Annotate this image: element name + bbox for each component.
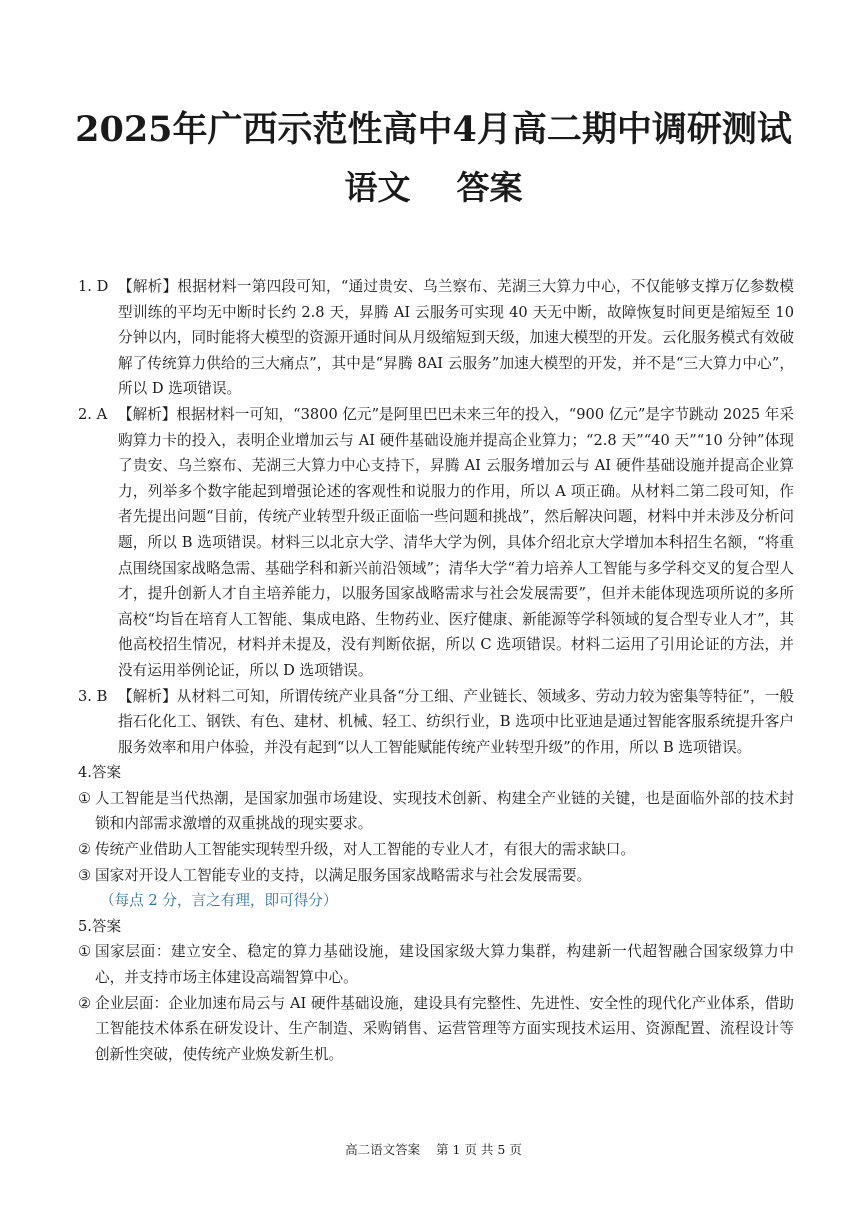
answer-text: 【解析】根据材料一可知，“3800 亿元”是阿里巴巴未来三年的投入，“900 亿元”是字节跳动 2025 年采购算力卡的投入，表明企业增加云与 AI 硬件基础设施并提高企业算力；“2.8 天”“40 天”“10 分钟”体现了贵安、乌兰察布、芜湖三大算力中心支持下，昇腾 AI 云服务增加云与 AI 硬件基础设施并提高企业算力，列举多个数字能起到增强论述的客观性和说服力的作用，所以 A 项正确。从材料二第二段可知，作者先提出问题“目前，传统产业转型升级正面临一些问题和挑战”，然后解决问题，材料中并未涉及分析问题，所以 B 选项错误。材料三以北京大学、清华大学为例，具体介绍北京大学增加本科招生名额，“将重点围绕国家战略急需、基础学科和新兴前沿领域”；清华大学“着力培养人工智能与多学科交叉的复合型人才，提升创新人才自主培养能力，以服务国家战略需求与社会发展需要”，但并未能体现选项所说的多所高校“均旨在培育人工智能、集成电路、生物药业、医疗健康、新能源等学科领域的复合型专业人才”，其他高校招生情况，材料并未提及，没有判断依据，所以 C 选项错误。材料二运用了引用论证的方法，并没有运用举例论证，所以 D 选项错误。	[118, 405, 794, 679]
page-footer: 高二语文答案 第 1 页 共 5 页	[345, 1142, 522, 1157]
point-text: 传统产业借助人工智能实现转型升级，对人工智能的专业人才，有很大的需求缺口。	[95, 841, 635, 859]
q4-point-1	[78, 786, 794, 837]
answer-item-1	[78, 274, 794, 402]
answer-item-3	[78, 684, 794, 761]
point-number: ①	[78, 943, 92, 961]
point-text: 国家层面：建立安全、稳定的算力基础设施，建设国家级大算力集群，构建新一代超智融合国家级算力中心，并支持市场主体建设高端智算中心。	[95, 943, 794, 987]
answer-number: 2. A	[78, 405, 108, 423]
q5-point-2	[78, 991, 794, 1068]
point-number: ②	[78, 994, 92, 1012]
q5-heading: 5.答案	[78, 917, 122, 935]
answer-number: 3. B	[78, 687, 108, 705]
answer-content	[78, 274, 794, 1067]
point-number: ②	[78, 841, 92, 859]
point-text: 企业层面：企业加速布局云与 AI 硬件基础设施，建设具有完整性、先进性、安全性的现代化产业体系，借助工智能技术体系在研发设计、生产制造、采购销售、运营管理等方面实现技术运用、资源配置、流程设计等创新性突破，使传统产业焕发新生机。	[95, 994, 794, 1063]
point-number: ③	[78, 866, 92, 884]
point-number: ①	[78, 789, 92, 807]
page-title: 2025年广西示范性高中4月高二期中调研测试	[75, 109, 792, 150]
answer-number: 1. D	[78, 278, 109, 295]
q5-point-1	[78, 939, 794, 990]
answer-text: 【解析】根据材料一第四段可知，“通过贵安、乌兰察布、芜湖三大算力中心，不仅能够支撑万亿参数模型训练的平均无中断时长约 2.8 天，昇腾 AI 云服务可实现 40 天无中断，故障恢复时间更是缩短至 10 分钟以内，同时能将大模型的资源开通时间从月级缩短到天级，加速大模型的开发。云化服务模式有效破解了传统算力供给的三大痛点”，其中是“昇腾 8AI 云服务”加速大模型的开发，并不是“三大算力中心”，所以 D 选项错误。	[118, 278, 794, 398]
answer-text: 【解析】从材料二可知，所谓传统产业具备“分工细、产业链长、领域多、劳动力较为密集等特征”，一般指石化化工、钢铁、有色、建材、机械、轻工、纺织行业，B 选项中比亚迪是通过智能客服系统提升客户服务效率和用户体验，并没有起到“以人工智能赋能传统产业转型升级”的作用，所以 B 选项错误。	[118, 687, 794, 756]
point-text: 国家对开设人工智能专业的支持，以满足服务国家战略需求与社会发展需要。	[95, 866, 592, 884]
answer-item-2	[78, 402, 794, 684]
q4-point-3	[78, 863, 794, 889]
q4-heading: 4.答案	[78, 764, 122, 782]
point-text: 人工智能是当代热潮，是国家加强市场建设、实现技术创新、构建全产业链的关键，也是面临外部的技术封锁和内部需求激增的双重挑战的现实要求。	[95, 789, 794, 833]
page-subtitle: 语文 答案	[344, 168, 523, 207]
scoring-note: （每点 2 分，言之有理，即可得分）	[100, 892, 338, 910]
q4-point-2	[78, 837, 794, 863]
